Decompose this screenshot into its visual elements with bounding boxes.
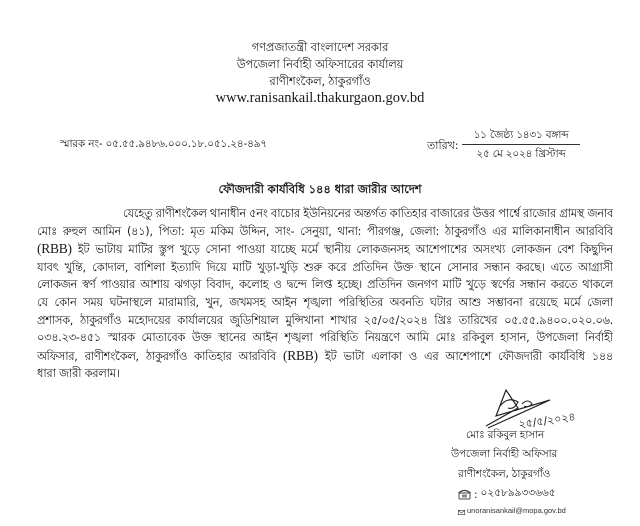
envelope-icon [458,508,465,513]
body-line-9-text: অফিসার, রাণীশংকৈল, ঠাকুরগাঁও কাতিহার আরবিবি [37,349,276,363]
body-line-1: যেহেতু রাণীশংকৈল থানাধীন ৫নং বাচোর ইউনিয়নের অন্তর্গত কাতিহার বাজারের উত্তর পার্শ্বে রাজোর গ্রামস্থ জনাব [123,207,613,220]
memo-label: স্মারক নং- [60,138,103,150]
body-line-6: যে কোন সময় ঘটনাস্থলে মারামারি, খুন, জখমসহ আইন শৃঙ্খলা পরিস্থিতির অবনতি ঘটার আশু সম্ভাবনা রয়েছে মর্মে জেলা [37,295,613,309]
contact-email[interactable] [458,506,566,515]
signature-scribble-icon [478,386,588,432]
body-line-4: যাবৎ খুন্তি, কোদাল, বাশিলা ইত্যাদি দিয়ে মাটি খুড়া-খুড়ি শুরু করে প্রতিদিন উক্ত স্থানে সোনার সন্ধান করছে। এতে আগ্রাসী [37,260,613,274]
body-line-10: ধারা জারী করলাম। [37,367,120,381]
body-line-8: ০৩৪.২৩-৪৫১ স্মারক মোতাবেক উক্ত স্থানের আইন শৃঙ্খলা পরিস্থিতি নিয়ন্ত্রণে আমি মোঃ রকিবুল হাসান, উপজেলা নির্বাহী [37,331,613,345]
body-line-7: প্রশাসক, ঠাকুরগাঁও মহোদয়ের কার্যালয়ের জুডিশিয়াল মুন্সিখানা শাখার ২৫/০৫/২০২৪ খ্রিঃ তারিখের ০৫.৫৫.৯৪০০.০২০.০৬. [37,313,613,327]
order-title: ফৌজদারী কার্যবিধি ১৪৪ ধারা জারীর আদেশ [218,182,422,196]
date-label: তারিখ: [427,139,459,152]
body-line-5: লোকজন স্বর্ণ পাওয়ার আশায় ঝগড়া বিবাদ, কলোহ ও দ্বন্দে লিপ্ত হচ্ছে। প্রতিদিন জনগণ মাটি খুড়ে স্বর্ণের সন্ধান করতে থাকলে [37,278,613,292]
date-block [462,127,580,162]
office-location: রাণীশংকৈল, ঠাকুরগাঁও [269,74,371,88]
date-divider [462,144,580,145]
body-line-3 [37,240,613,259]
contact-phone [458,486,556,503]
body-line-3-text: ইট ভাটায় মাটির স্তুপ খুড়ে সোনা পাওয়া যাচ্ছে মর্মে স্থানীয় লোকজনসহ আশেপাশের অসংখ্য লোকজন বেশ কিছুদিন [77,243,613,257]
memo-number [60,137,267,154]
body-line-2: মোঃ রুহুল আমিন (৪১), পিতা: মৃত মকিম উদ্দিন, সাং- সেনুয়া, থানা: পীরগঞ্জ, জেলা: ঠাকুরগাঁও এর মালিকানাধীন আরবিবি [37,224,613,238]
body-line-9-suffix: ইট ভাটা এলাকা ও এর আশেপাশে ফৌজদারী কার্যবিধি ১৪৪ [324,349,613,363]
website-link[interactable]: www.ranisankail.thakurgaon.gov.bd [215,90,425,106]
signatory-location: রাণীশংকৈল, ঠাকুরগাঁও [458,468,551,480]
telephone-icon [458,489,471,500]
memo-value: ০৫.৫৫.৯৪৮৬.০০০.১৮.০৫১.২৪-৪৯৭ [105,138,267,150]
date-gregorian: ২৫ মে ২০২৪ খ্রিস্টাব্দ [476,148,566,160]
government-name: গণপ্রজাতন্ত্রী বাংলাদেশ সরকার [251,40,389,54]
signatory-name: মোঃ রকিবুল হাসান [466,429,545,441]
phone-number: ০২৫৮৯৯৩৩৬৬৫ [480,487,556,499]
body-line-9 [37,347,613,366]
signature-date: ২৫/৫/২০২৪ [517,410,577,432]
date-bangla: ১১ জৈষ্ঠ্য ১৪৩১ বঙ্গাব্দ [473,129,569,141]
office-name: উপজেলা নির্বাহী অফিসারের কার্যালয় [236,57,404,71]
handwritten-signature [478,386,588,432]
phone-separator: : [474,488,478,501]
rbb-abbreviation-2: (RBB) [283,347,318,363]
office-website[interactable] [0,89,640,107]
rbb-abbreviation: (RBB) [37,241,72,257]
email-address[interactable]: unoranisankail@mopa.gov.bd [467,506,566,515]
order-body [37,205,613,383]
signatory-designation: উপজেলা নির্বাহী অফিসার [451,448,558,460]
